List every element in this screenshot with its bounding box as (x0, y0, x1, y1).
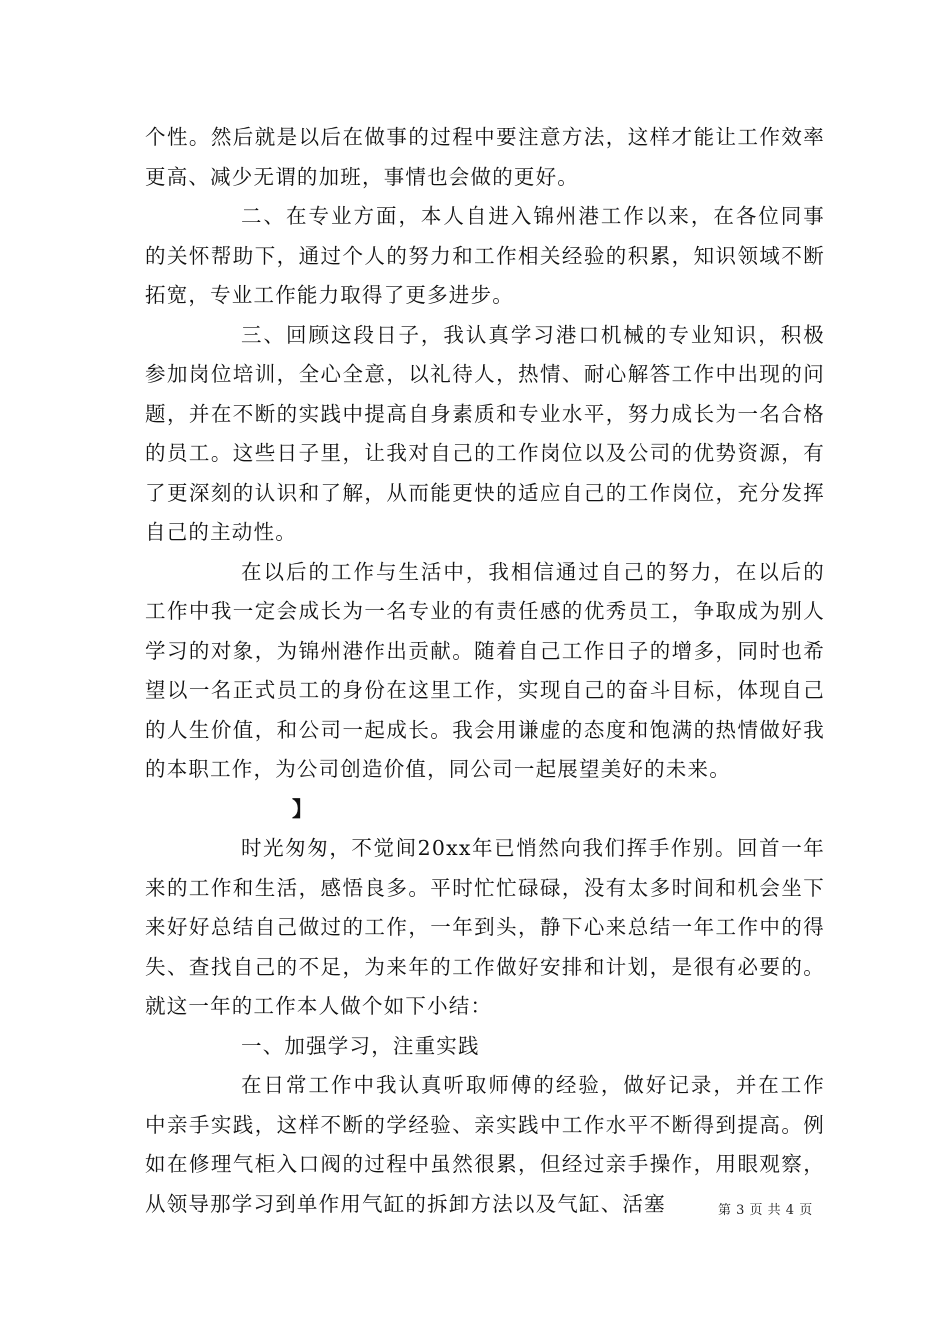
section-heading-study: 一、加强学习，注重实践 (241, 1033, 480, 1058)
document-body (145, 118, 825, 1224)
paragraph-practice: 在日常工作中我认真听取师傅的经验，做好记录，并在工作中亲手实践，这样不断的学经验、亲实践中工作水平不断得到提高。例如在修理气柜入口阀的过程中虽然很累，但经过亲手操作，用眼观察，从领导那学习到单作用气缸的拆卸方法以及气缸、活塞 (145, 1073, 825, 1216)
section-bracket: 】 (292, 796, 313, 821)
paragraph-future: 在以后的工作与生活中，我相信通过自己的努力，在以后的工作中我一定会成长为一名专业的有责任感的优秀员工，争取成为别人学习的对象，为锦州港作出贡献。随着自己工作日子的增多，同时也希望以一名正式员工的身份在这里工作，实现自己的奋斗目标，体现自己的人生价值，和公司一起成长。我会用谦虚的态度和饱满的热情做好我的本职工作，为公司创造价值，同公司一起展望美好的未来。 (145, 559, 825, 781)
paragraph-review: 三、回顾这段日子，我认真学习港口机械的专业知识，积极参加岗位培训，全心全意，以礼待人，热情、耐心解答工作中出现的问题，并在不断的实践中提高自身素质和专业水平，努力成长为一名合格的员工。这些日子里，让我对自己的工作岗位以及公司的优势资源，有了更深刻的认识和了解，从而能更快的适应自己的工作岗位，充分发挥自己的主动性。 (145, 322, 825, 544)
paragraph-continuation: 个性。然后就是以后在做事的过程中要注意方法，这样才能让工作效率更高、减少无谓的加班，事情也会做的更好。 (145, 125, 825, 189)
page-number: 第 3 页 共 4 页 (718, 1203, 813, 1218)
paragraph-year-intro: 时光匆匆，不觉间20xx年已悄然向我们挥手作别。回首一年来的工作和生活，感悟良多。平时忙忙碌碌，没有太多时间和机会坐下来好好总结自己做过的工作，一年到头，静下心来总结一年工作中的得失、查找自己的不足，为来年的工作做好安排和计划，是很有必要的。就这一年的工作本人做个如下小结： (145, 836, 825, 1018)
paragraph-professional: 二、在专业方面，本人自进入锦州港工作以来，在各位同事的关怀帮助下，通过个人的努力和工作相关经验的积累，知识领域不断拓宽，专业工作能力取得了更多进步。 (145, 204, 825, 307)
